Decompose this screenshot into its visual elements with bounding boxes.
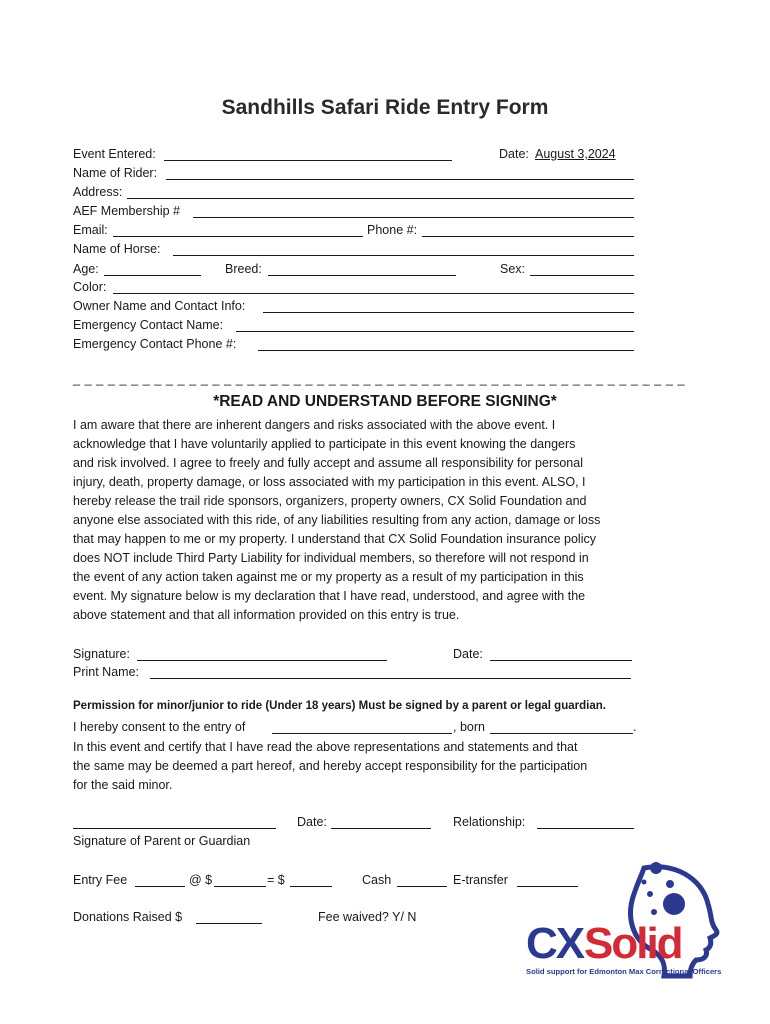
consent-line: the same may be deemed a part hereof, and hereby accept responsibility for the participation	[73, 759, 588, 773]
owner-contact-label: Owner Name and Contact Info:	[73, 299, 246, 313]
cx-solid-logo	[524, 860, 724, 980]
sex-field[interactable]	[530, 275, 634, 276]
minor-name-field[interactable]	[272, 733, 452, 734]
dot-icon	[642, 880, 647, 885]
form-title: Sandhills Safari Ride Entry Form	[221, 96, 549, 119]
color-field[interactable]	[113, 293, 634, 294]
address-field[interactable]	[127, 198, 634, 199]
signature-date-label: Date:	[453, 647, 483, 661]
entry-fee-total-field[interactable]	[290, 886, 332, 887]
relationship-field[interactable]	[537, 828, 634, 829]
waiver-line: and risk involved. I agree to freely and fully accept and assume all responsibility for personal	[73, 456, 583, 470]
dot-icon	[651, 909, 657, 915]
event-entered-field[interactable]	[164, 160, 452, 161]
print-name-field[interactable]	[150, 678, 631, 679]
consent-line: for the said minor.	[73, 778, 173, 792]
waiver-line: anyone else associated with this ride, of any liabilities resulting from any action, damage or loss	[73, 513, 601, 527]
signature-field[interactable]	[137, 660, 387, 661]
waiver-line: event. My signature below is my declaration that I have read, understood, and agree with the	[73, 589, 586, 603]
waiver-line: acknowledge that I have voluntarily applied to participate in this event knowing the dangers	[73, 437, 576, 451]
waiver-heading: *READ AND UNDERSTAND BEFORE SIGNING*	[213, 393, 557, 410]
color-label: Color:	[73, 280, 107, 294]
emergency-name-field[interactable]	[236, 331, 634, 332]
email-field[interactable]	[113, 236, 363, 237]
horse-name-field[interactable]	[173, 255, 634, 256]
print-name-label: Print Name:	[73, 665, 139, 679]
age-label: Age:	[73, 262, 99, 276]
parent-signature-field[interactable]	[73, 828, 276, 829]
entry-fee-qty-field[interactable]	[135, 886, 185, 887]
brain-icon	[663, 893, 685, 915]
logo-text-solid: Solid	[584, 919, 682, 968]
cx-solid-logo-graphic	[524, 860, 724, 980]
logo-tagline: Solid support for Edmonton Max Correctional Officers	[526, 967, 722, 976]
consent-text	[73, 738, 673, 795]
dashed-separator: _ _ _ _ _ _ _ _ _ _ _ _ _ _ _ _ _ _ _ _ _ _ _ _ _ _ _ _ _ _ _ _ _ _ _ _ _ _ _ _ _ _ _ _ _ _ _ _ _ _ _ _ _	[73, 372, 686, 386]
event-entered-label: Event Entered:	[73, 147, 156, 161]
aef-membership-label: AEF Membership #	[73, 204, 180, 218]
entry-fee-label: Entry Fee	[73, 873, 128, 887]
waiver-line: does NOT include Third Party Liability for individual members, so therefore will not respond in	[73, 551, 589, 565]
phone-field[interactable]	[422, 236, 634, 237]
donations-field[interactable]	[196, 923, 262, 924]
parent-date-label: Date:	[297, 815, 327, 829]
consent-period: .	[633, 720, 637, 734]
aef-membership-field[interactable]	[193, 217, 634, 218]
address-label: Address:	[73, 185, 123, 199]
waiver-line: I am aware that there are inherent dangers and risks associated with the above event. I	[73, 418, 556, 432]
dot-icon	[647, 891, 653, 897]
email-label: Email:	[73, 223, 108, 237]
waiver-line: that may happen to me or my property. I understand that CX Solid Foundation insurance policy	[73, 532, 596, 546]
rider-name-field[interactable]	[166, 179, 634, 180]
fee-waived-label: Fee waived? Y/ N	[318, 910, 417, 924]
age-field[interactable]	[104, 275, 201, 276]
waiver-line: above statement and that all information provided on this entry is true.	[73, 608, 460, 622]
cash-field[interactable]	[397, 886, 447, 887]
emergency-phone-label: Emergency Contact Phone #:	[73, 337, 237, 351]
dot-icon	[650, 862, 662, 874]
donations-label: Donations Raised $	[73, 910, 183, 924]
phone-label: Phone #:	[367, 223, 418, 237]
born-label: , born	[453, 720, 485, 734]
owner-contact-field[interactable]	[263, 312, 634, 313]
logo-text-cx: CX	[526, 919, 584, 968]
parent-signature-label: Signature of Parent or Guardian	[73, 834, 251, 848]
horse-name-label: Name of Horse:	[73, 242, 161, 256]
parent-date-field[interactable]	[331, 828, 431, 829]
signature-date-field[interactable]	[490, 660, 632, 661]
date-label: Date:	[499, 147, 529, 161]
emergency-name-label: Emergency Contact Name:	[73, 318, 224, 332]
emergency-phone-field[interactable]	[258, 350, 634, 351]
waiver-line: injury, death, property damage, or loss associated with my participation in this event. ALSO, I	[73, 475, 586, 489]
date-value: August 3,2024	[535, 147, 616, 161]
sex-label: Sex:	[500, 262, 526, 276]
etransfer-label: E-transfer	[453, 873, 508, 887]
consent-prefix: I hereby consent to the entry of	[73, 720, 246, 734]
entry-fee-rate-field[interactable]	[214, 886, 266, 887]
minor-permission-heading: Permission for minor/junior to ride (Under 18 years) Must be signed by a parent or legal guardian.	[73, 700, 606, 712]
dot-icon	[666, 880, 674, 888]
at-dollar-label: @ $	[189, 873, 213, 887]
minor-birthdate-field[interactable]	[490, 733, 633, 734]
cash-label: Cash	[362, 873, 392, 887]
rider-name-label: Name of Rider:	[73, 166, 158, 180]
consent-line: In this event and certify that I have read the above representations and statements and that	[73, 740, 578, 754]
breed-field[interactable]	[268, 275, 456, 276]
breed-label: Breed:	[225, 262, 262, 276]
waiver-line: the event of any action taken against me or my property as a result of my participation in this	[73, 570, 584, 584]
signature-label: Signature:	[73, 647, 130, 661]
waiver-text	[73, 416, 673, 625]
relationship-label: Relationship:	[453, 815, 526, 829]
equals-dollar-label: = $	[267, 873, 285, 887]
waiver-line: hereby release the trail ride sponsors, organizers, property owners, CX Solid Foundation and	[73, 494, 587, 508]
